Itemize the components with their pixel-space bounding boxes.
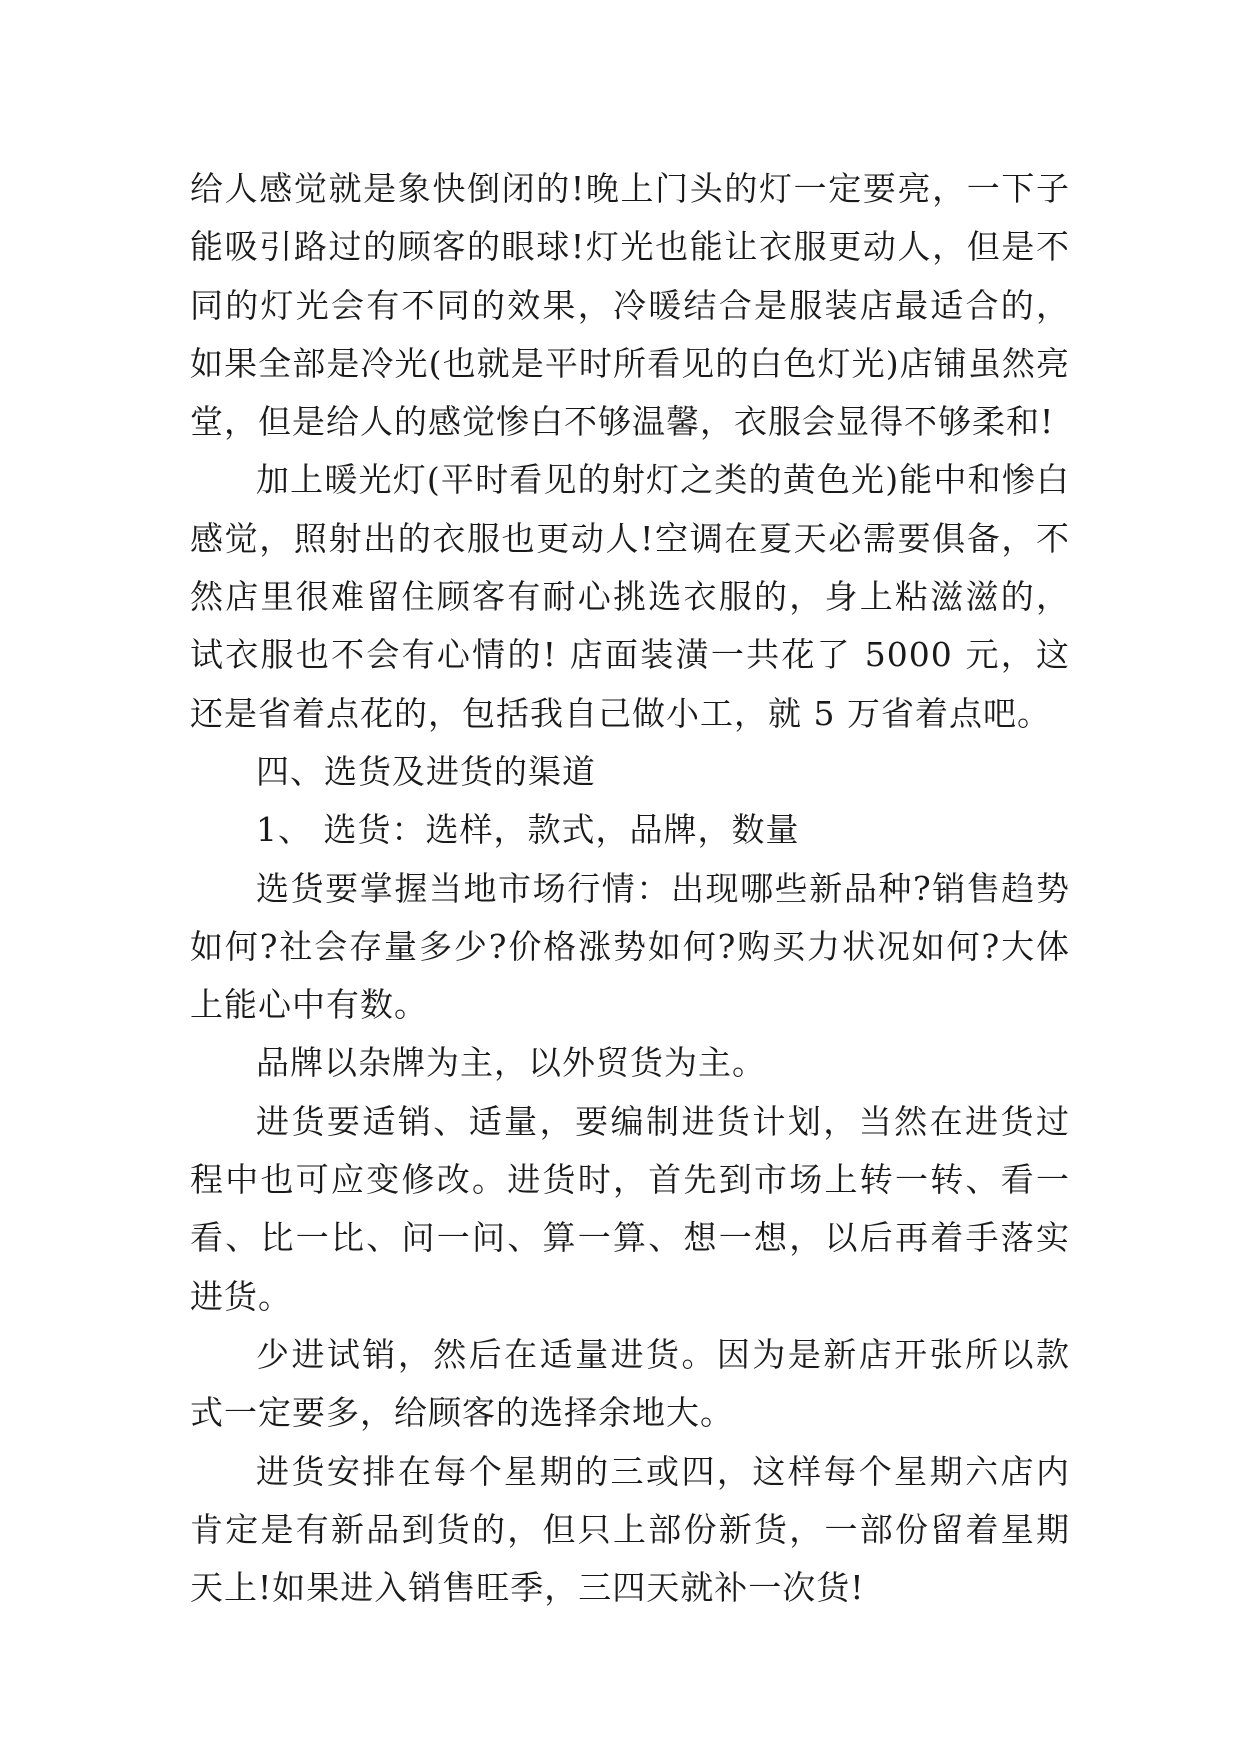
section-heading: 四、选货及进货的渠道	[256, 751, 596, 791]
document-page	[190, 160, 1070, 1617]
paragraph: 品牌以杂牌为主，以外贸货为主。	[256, 1043, 766, 1083]
paragraph: 进货安排在每个星期的三或四，这样每个星期六店内肯定是有新品到货的，但只上部份新货，一部份留着星期天上!如果进入销售旺季，三四天就补一次货!	[190, 1451, 1070, 1608]
subsection-heading: 1、 选货：选样，款式，品牌，数量	[256, 810, 800, 850]
paragraph: 少进试销，然后在适量进货。因为是新店开张所以款式一定要多，给顾客的选择余地大。	[190, 1334, 1070, 1433]
paragraph: 选货要掌握当地市场行情：出现哪些新品种?销售趋势如何?社会存量多少?价格涨势如何?购买力状况如何?大体上能心中有数。	[190, 868, 1070, 1025]
paragraph: 进货要适销、适量，要编制进货计划，当然在进货过程中也可应变修改。进货时，首先到市场上转一转、看一看、比一比、问一问、算一算、想一想，以后再着手落实进货。	[190, 1101, 1070, 1316]
paragraph: 加上暖光灯(平时看见的射灯之类的黄色光)能中和惨白感觉，照射出的衣服也更动人!空调在夏天必需要俱备，不然店里很难留住顾客有耐心挑选衣服的，身上粘滋滋的，试衣服也不会有心情的! 店面装潢一共花了 5000 元，这还是省着点花的，包括我自己做小工，就 5 万省着点吧。	[190, 460, 1070, 733]
paragraph: 给人感觉就是象快倒闭的!晚上门头的灯一定要亮，一下子能吸引路过的顾客的眼球!灯光也能让衣服更动人，但是不同的灯光会有不同的效果，冷暖结合是服装店最适合的，如果全部是冷光(也就是平时所看见的白色灯光)店铺虽然亮堂，但是给人的感觉惨白不够温馨，衣服会显得不够柔和!	[190, 169, 1070, 442]
